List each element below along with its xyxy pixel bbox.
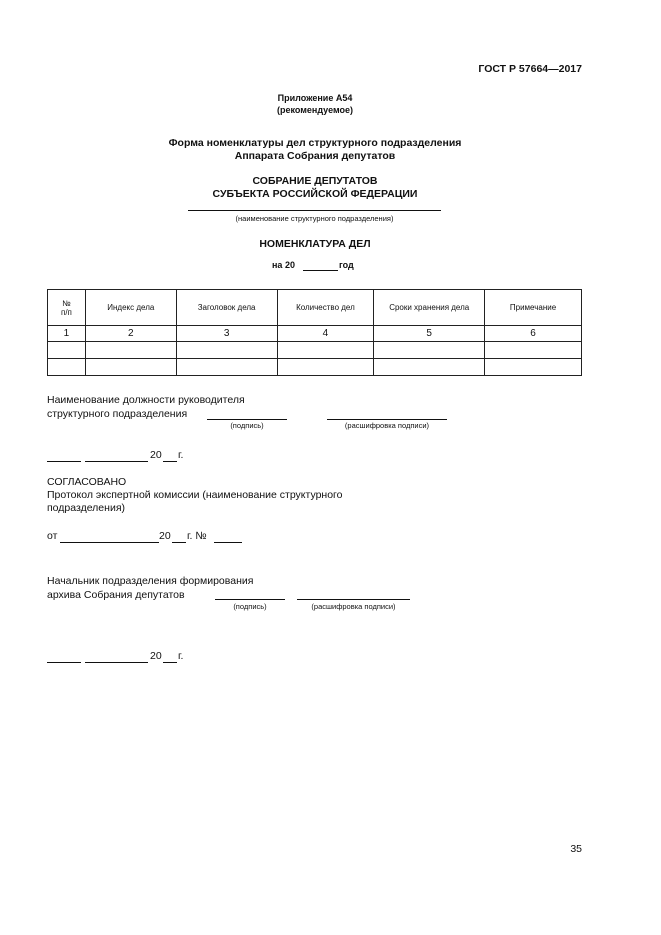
- table-cell: [374, 359, 485, 376]
- column-number: 3: [176, 326, 277, 342]
- date1-month-line: [85, 461, 148, 462]
- agreed-title: СОГЛАСОВАНО: [47, 476, 127, 488]
- archive-decoding-line: [297, 599, 410, 600]
- date2-day-line: [47, 662, 81, 663]
- header-cell-index: Индекс дела: [85, 290, 176, 326]
- standard-code: ГОСТ Р 57664—2017: [478, 63, 582, 75]
- table-cell: [485, 359, 582, 376]
- archive-signature-caption: (подпись): [233, 602, 267, 611]
- org-line2: СУБЪЕКТА РОССИЙСКОЙ ФЕДЕРАЦИИ: [212, 188, 418, 200]
- page-number: 35: [570, 843, 582, 855]
- table-cell: [485, 342, 582, 359]
- header-cell-title: Заголовок дела: [176, 290, 277, 326]
- manager-line1: Наименование должности руководителя: [47, 394, 245, 406]
- table-cell: [85, 359, 176, 376]
- org-underline: [188, 210, 441, 211]
- manager-decoding-caption: (расшифровка подписи): [344, 421, 430, 430]
- date2-year: 20: [150, 650, 162, 662]
- agreed-year: 20: [159, 530, 171, 542]
- table-header-row: [48, 290, 582, 326]
- manager-line2: структурного подразделения: [47, 408, 188, 420]
- manager-decoding-line: [327, 419, 447, 420]
- table-cell: [85, 342, 176, 359]
- agreed-number-line: [214, 542, 242, 543]
- appendix-title: Приложение А54: [277, 93, 353, 103]
- column-number: 6: [485, 326, 582, 342]
- agreed-line1: Протокол экспертной комиссии (наименование структурного: [47, 489, 343, 501]
- manager-signature-caption: (подпись): [230, 421, 264, 430]
- table-cell: [374, 342, 485, 359]
- org-caption: (наименование структурного подразделения): [235, 214, 394, 223]
- table-number-row: [48, 326, 582, 342]
- agreed-line2: подразделения): [47, 502, 125, 514]
- date2-month-line: [85, 662, 148, 663]
- table-cell: [48, 342, 86, 359]
- header-cell-number: [48, 290, 86, 326]
- table-cell: [48, 359, 86, 376]
- table-row: [48, 342, 582, 359]
- archive-signature-line: [215, 599, 285, 600]
- agreed-number: г. №: [187, 530, 207, 542]
- nomenclature-table: [47, 289, 582, 376]
- header-cell-note: Примечание: [485, 290, 582, 326]
- date1-day-line: [47, 461, 81, 462]
- table-row: [48, 359, 582, 376]
- agreed-from: от: [47, 530, 58, 542]
- archive-decoding-caption: (расшифровка подписи): [311, 602, 396, 611]
- date2-year-line: [163, 662, 177, 663]
- year-suffix: год: [339, 260, 354, 270]
- date1-suffix: г.: [178, 449, 184, 461]
- doc-title: НОМЕНКЛАТУРА ДЕЛ: [259, 238, 371, 250]
- date1-year-line: [163, 461, 177, 462]
- header-number-line2: п/п: [61, 307, 72, 317]
- header-cell-count: Количество дел: [277, 290, 374, 326]
- agreed-year-line: [172, 542, 186, 543]
- date2-suffix: г.: [178, 650, 184, 662]
- header-cell-retention: Сроки хранения дела: [374, 290, 485, 326]
- manager-signature-line: [207, 419, 287, 420]
- column-number: 1: [48, 326, 86, 342]
- archive-line1: Начальник подразделения формирования: [47, 575, 254, 587]
- table-cell: [277, 359, 374, 376]
- form-title-line1: Форма номенклатуры дел структурного подразделения: [168, 137, 462, 149]
- header-number-line1: №: [62, 298, 71, 308]
- column-number: 5: [374, 326, 485, 342]
- date1-year: 20: [150, 449, 162, 461]
- table-cell: [277, 342, 374, 359]
- agreed-date-line: [60, 542, 159, 543]
- table-cell: [176, 342, 277, 359]
- archive-line2: архива Собрания депутатов: [47, 589, 185, 601]
- form-title-line2: Аппарата Собрания депутатов: [234, 150, 396, 162]
- column-number: 2: [85, 326, 176, 342]
- table-cell: [176, 359, 277, 376]
- appendix-type: (рекомендуемое): [277, 105, 353, 115]
- year-blank: [303, 270, 338, 271]
- org-line1: СОБРАНИЕ ДЕПУТАТОВ: [252, 175, 378, 187]
- year-prefix: на 20: [272, 260, 295, 270]
- column-number: 4: [277, 326, 374, 342]
